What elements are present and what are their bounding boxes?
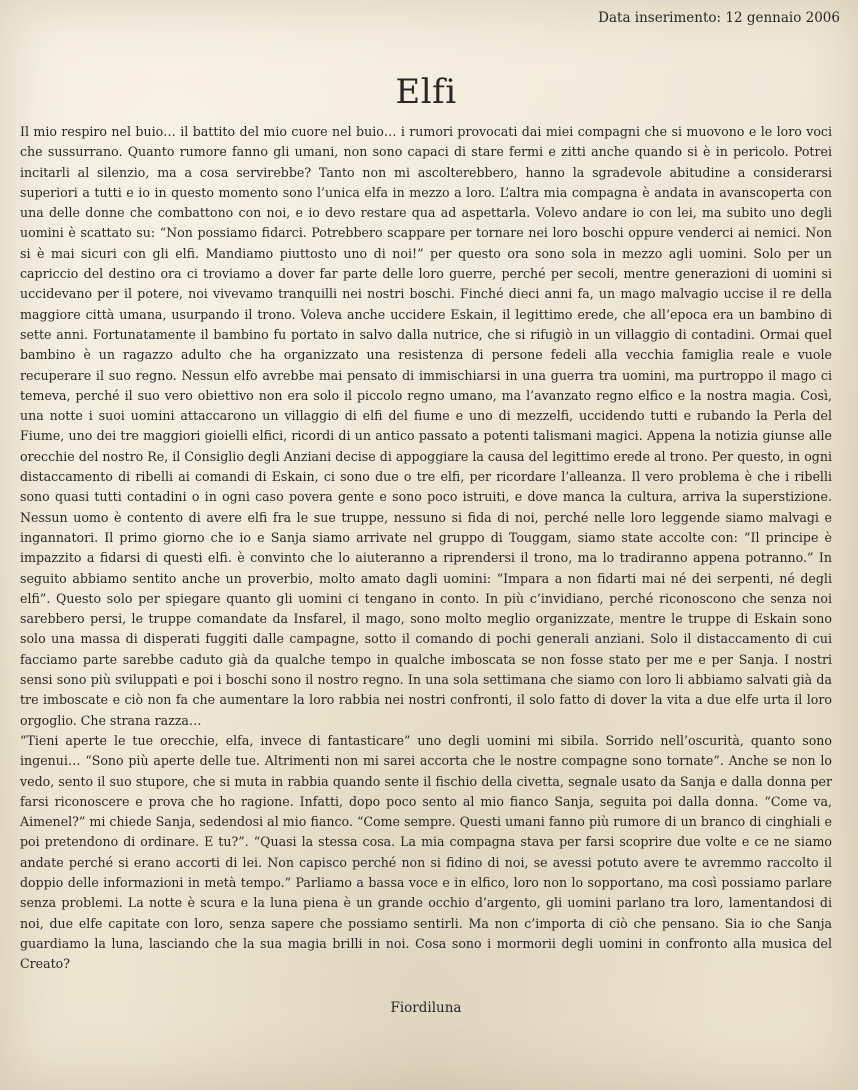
date-line: Data inserimento: 12 gennaio 2006 [598,10,840,26]
page-title: Elfi [395,72,457,112]
story-text [20,122,832,974]
story-paragraph: Il mio respiro nel buio… il battito del mio cuore nel buio… i rumori provocati dai miei compagni che si muovono e le loro voci che sussurrano. Quanto rumore fanno gli umani, non sono capaci di stare fermi e zitti anche quando si è in pericolo. Potrei incitarli al silenzio, ma a cosa servirebbe? Tanto non mi ascolterebbero, hanno la sgradevole abitudine a considerarsi superiori a tutti e io in questo momento sono l’unica elfa in mezzo a loro. L’altra mia compagna è andata in avanscoperta con una delle donne che combattono con noi, e io devo restare qua ad aspettarla. Volevo andare io con lei, ma subito uno degli uomini è scattato su: “Non possiamo fidarci. Potrebbero scappare per tornare nei loro boschi oppure venderci ai nemici. Non si è mai sicuri con gli elfi. Mandiamo piuttosto uno di noi!” per questo ora sono sola in mezzo agli uomini. Solo per un capriccio del destino ora ci troviamo a dover far parte delle loro guerre, perché per secoli, mentre generazioni di uomini si uccidevano per il potere, noi vivevamo tranquilli nei nostri boschi. Finché dieci anni fa, un mago malvagio uccise il re della maggiore città umana, usurpando il trono. Voleva anche uccidere Eskain, il legittimo erede, che all’epoca era un bambino di sette anni. Fortunatamente il bambino fu portato in salvo dalla nutrice, che si rifugiò in un villaggio di contadini. Ormai quel bambino è un ragazzo adulto che ha organizzato una resistenza di persone fedeli alla vecchia famiglia reale e vuole recuperare il suo regno. Nessun elfo avrebbe mai pensato di immischiarsi in una guerra tra uomini, ma purtroppo il mago ci temeva, perché il suo vero obiettivo non era solo il piccolo regno umano, ma l’avanzato regno elfico e la nostra magia. Così, una notte i suoi uomini attaccarono un villaggio di elfi del fiume e uno di mezzelfi, uccidendo tutti e rubando la Perla del Fiume, uno dei tre maggiori gioielli elfici, ricordi di un antico passato a potenti talismani magici. Appena la notizia giunse alle orecchie del nostro Re, il Consiglio degli Anziani decise di appoggiare la causa del legittimo erede al trono. Per questo, in ogni distaccamento di ribelli ai comandi di Eskain, ci sono due o tre elfi, per ricordare l’alleanza. Il vero problema è che i ribelli sono quasi tutti contadini o in ogni caso povera gente e sono poco istruiti, e dove manca la cultura, arriva la superstizione. Nessun uomo è contento di avere elfi fra le sue truppe, nessuno si fida di noi, perché nelle loro leggende siamo malvagi e ingannatori. Il primo giorno che io e Sanja siamo arrivate nel gruppo di Touggam, siamo state accolte con: “Il principe è impazzito a fidarsi di questi elfi. è convinto che lo aiuteranno a riprendersi il trono, ma lo tradiranno appena potranno.” In seguito abbiamo sentito anche un proverbio, molto amato dagli uomini: “Impara a non fidarti mai né dei serpenti, né degli elfi”. Questo solo per spiegare quanto gli uomini ci tengano in conto. In più c’invidiano, perché riconoscono che senza noi sarebbero persi, le truppe comandate da Insfarel, il mago, sono molto meglio organizzate, mentre le truppe di Eskain sono solo una massa di disperati fuggiti dalle campagne, sotto il comando di pochi generali anziani. Solo il distaccamento di cui facciamo parte sarebbe caduto già da qualche tempo in qualche imboscata se non fosse stato per me e per Sanja. I nostri sensi sono più sviluppati e poi i boschi sono il nostro regno. In una sola settimana che siamo con loro li abbiamo salvati già da tre imboscate e ciò non fa che aumentare la loro rabbia nei nostri confronti, il solo fatto di dover la vita a due elfe urta il loro orgoglio. Che strana razza… [20,124,832,728]
story-paragraph: “Tieni aperte le tue orecchie, elfa, invece di fantasticare” uno degli uomini mi sibila. Sorrido nell’oscurità, quanto sono ingenui… “Sono più aperte delle tue. Altrimenti non mi sarei accorta che le nostre compagne sono tornate”. Anche se non lo vedo, sento il suo stupore, che si muta in rabbia quando sente il fischio della civetta, segnale usato da Sanja e dalla donna per farsi riconoscere e prova che ho ragione. Infatti, dopo poco sento al mio fianco Sanja, seguita poi dalla donna. “Come va, Aimenel?” mi chiede Sanja, sedendosi al mio fianco. “Come sempre. Questi umani fanno più rumore di un branco di cinghiali e poi pretendono di ordinare. E tu?”. “Quasi la stessa cosa. La mia compagna stava per farsi scoprire due volte e ce ne siamo andate perché si erano accorti di lei. Non capisco perché non si fidino di noi, se avessi potuto avere te avremmo raccolto il doppio delle informazioni in metà tempo.” Parliamo a bassa voce e in elfico, loro non lo sopportano, ma così possiamo parlare senza problemi. La notte è scura e la luna piena è un grande occhio d’argento, gli uomini parlano tra loro, lamentandosi di noi, due elfe capitate con loro, senza sapere che possiamo sentirli. Ma non c’importa di ciò che pensano. Sia io che Sanja guardiamo la luna, lasciando che la sua magia brilli in noi. Cosa sono i mormorii degli uomini in confronto alla musica del Creato? [20,732,832,972]
author-signature: Fiordiluna [390,1000,462,1017]
